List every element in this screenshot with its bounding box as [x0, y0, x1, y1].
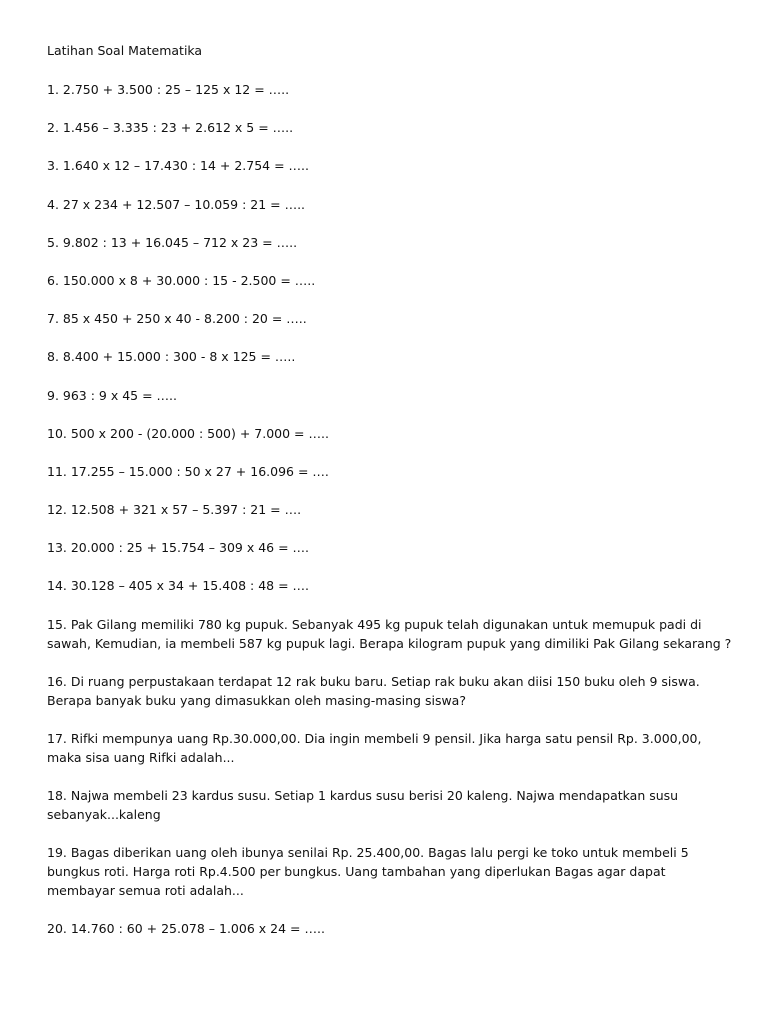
problem-10: 10. 500 x 200 - (20.000 : 500) + 7.000 = ….. [47, 425, 329, 441]
problem-12: 12. 12.508 + 321 x 57 – 5.397 : 21 = …. [47, 502, 302, 518]
problem-2: 2. 1.456 – 3.335 : 23 + 2.612 x 5 = ….. [47, 120, 294, 136]
problem-18: 18. Najwa membeli 23 kardus susu. Setiap 1 kardus susu berisi 20 kaleng. Najwa mendapatkan susu sebanyak...kaleng [47, 787, 679, 822]
problem-4: 4. 27 x 234 + 12.507 – 10.059 : 21 = ….. [47, 196, 306, 212]
problem-6: 6. 150.000 x 8 + 30.000 : 15 - 2.500 = ….. [47, 272, 316, 288]
problem-17: 17. Rifki mempunya uang Rp.30.000,00. Dia ingin membeli 9 pensil. Jika harga satu pensil Rp. 3.000,00, maka sisa uang Rifki adalah... [47, 730, 702, 765]
problem-8: 8. 8.400 + 15.000 : 300 - 8 x 125 = ….. [47, 349, 296, 365]
problem-15: 15. Pak Gilang memiliki 780 kg pupuk. Sebanyak 495 kg pupuk telah digunakan untuk memupuk padi di sawah, Kemudian, ia membeli 587 kg pupuk lagi. Berapa kilogram pupuk yang dimiliki Pak Gilang sekarang ? [47, 616, 732, 651]
problem-3: 3. 1.640 x 12 – 17.430 : 14 + 2.754 = ….. [47, 158, 310, 174]
problem-9: 9. 963 : 9 x 45 = ….. [47, 387, 177, 403]
problem-16: 16. Di ruang perpustakaan terdapat 12 rak buku baru. Setiap rak buku akan diisi 150 buku oleh 9 siswa. Berapa banyak buku yang dimasukkan oleh masing-masing siswa? [47, 673, 700, 708]
problem-1: 1. 2.750 + 3.500 : 25 – 125 x 12 = ….. [47, 82, 290, 97]
problem-19: 19. Bagas diberikan uang oleh ibunya senilai Rp. 25.400,00. Bagas lalu pergi ke toko untuk membeli 5 bungkus roti. Harga roti Rp.4.500 per bungkus. Uang tambahan yang diperlukan Bagas agar dapat membayar semua roti adalah... [47, 844, 689, 898]
problem-14: 14. 30.128 – 405 x 34 + 15.408 : 48 = …. [47, 578, 310, 594]
document-page [47, 42, 737, 957]
problem-list [47, 80, 737, 938]
problem-5: 5. 9.802 : 13 + 16.045 – 712 x 23 = ….. [47, 234, 298, 250]
problem-20: 20. 14.760 : 60 + 25.078 – 1.006 x 24 = ….. [47, 920, 325, 936]
problem-11: 11. 17.255 – 15.000 : 50 x 27 + 16.096 = …. [47, 463, 329, 479]
problem-13: 13. 20.000 : 25 + 15.754 – 309 x 46 = …. [47, 540, 310, 556]
document-title: Latihan Soal Matematika [47, 43, 203, 58]
problem-7: 7. 85 x 450 + 250 x 40 - 8.200 : 20 = ….. [47, 311, 307, 327]
